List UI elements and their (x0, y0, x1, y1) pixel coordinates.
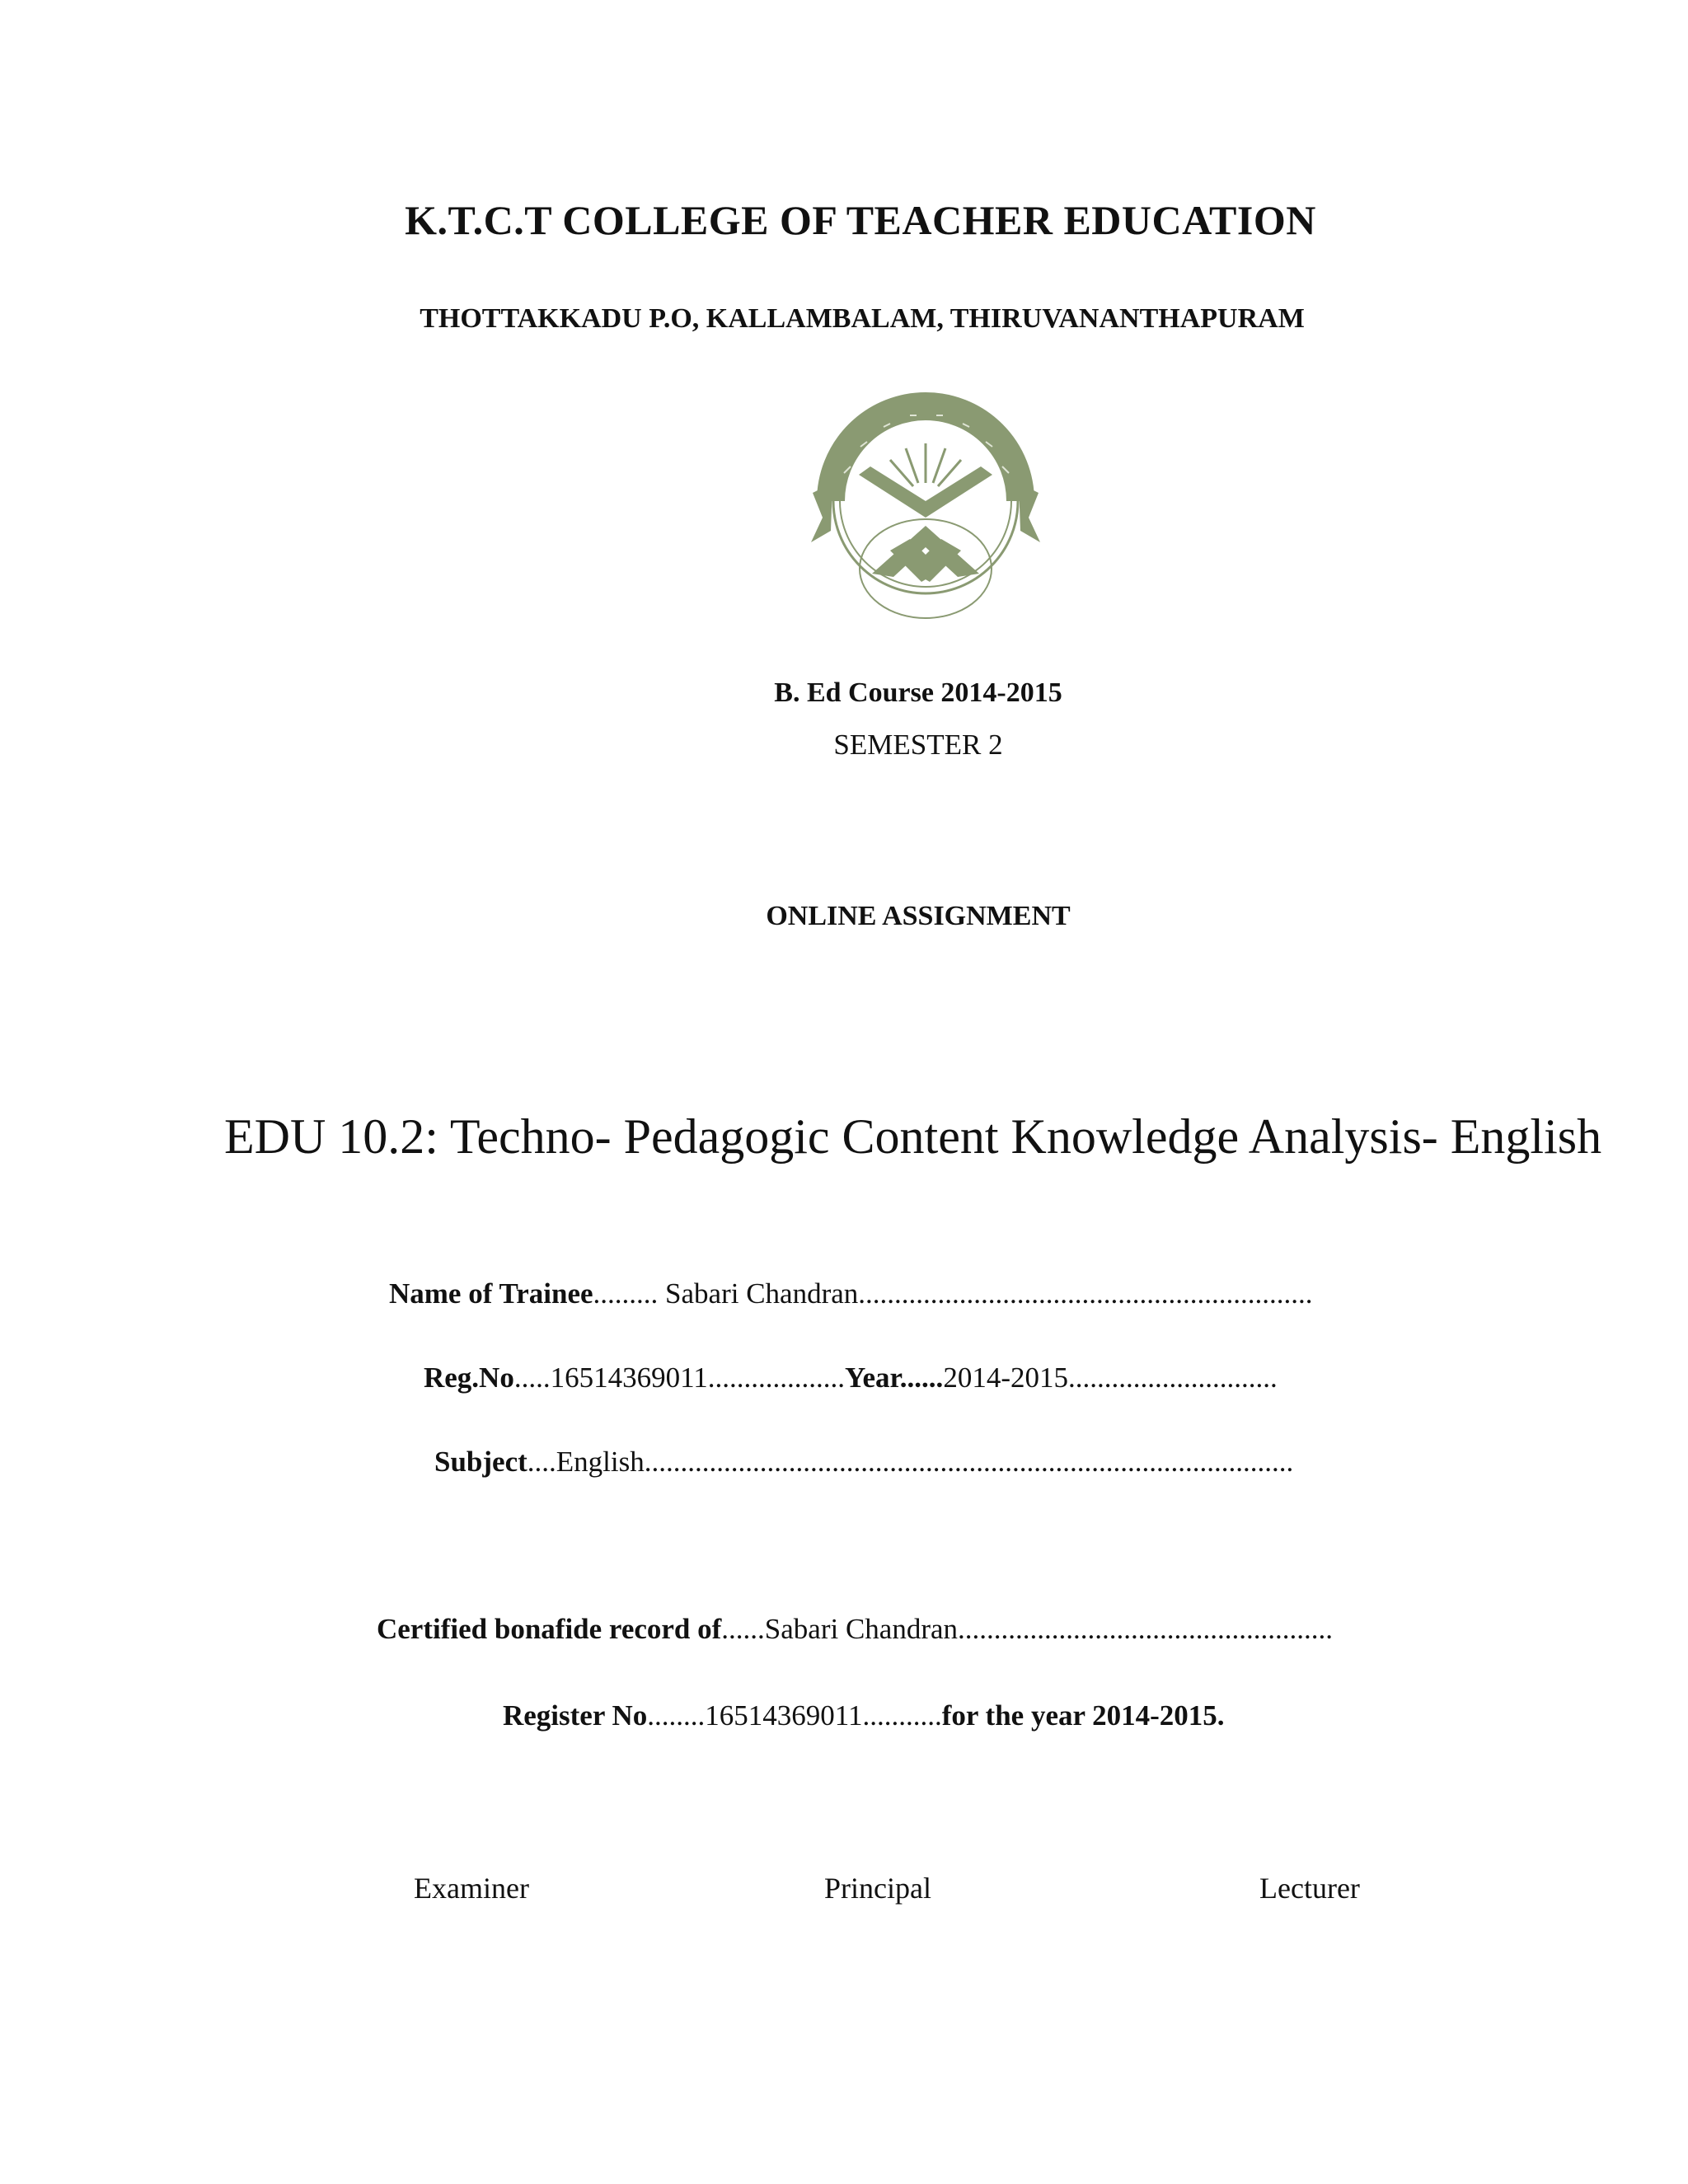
certification-year: for the year 2014-2015. (941, 1699, 1225, 1732)
register-no-value: ........16514369011........... (647, 1699, 942, 1732)
subject-value: ....English.......................................................................................... (527, 1446, 1294, 1478)
examiner-signature-label: Examiner (414, 1872, 529, 1905)
course-title: B. Ed Course 2014-2015 (774, 677, 1062, 708)
year-label: Year...... (845, 1361, 944, 1394)
semester-label: SEMESTER 2 (833, 729, 1003, 761)
lecturer-signature-label: Lecturer (1259, 1872, 1360, 1905)
certification-row (377, 1613, 1333, 1646)
register-row (503, 1699, 1225, 1732)
college-emblem-icon (811, 377, 1040, 641)
register-no-label: Register No (503, 1699, 648, 1732)
subject-label: Subject (434, 1446, 528, 1478)
college-name: K.T.C.T COLLEGE OF TEACHER EDUCATION (405, 197, 1316, 243)
college-address: THOTTAKKADU P.O, KALLAMBALAM, THIRUVANANTHAPURAM (420, 303, 1305, 334)
certification-label: Certified bonafide record of (377, 1613, 722, 1645)
trainee-name-row (389, 1277, 1313, 1310)
reg-year-row (424, 1361, 1278, 1394)
reg-no-label: Reg.No (424, 1361, 514, 1394)
reg-no-value: .....16514369011................... (513, 1361, 846, 1394)
trainee-name-value: ......... Sabari Chandran............................................................... (593, 1277, 1313, 1310)
certification-value: ......Sabari Chandran.................................................... (721, 1613, 1334, 1645)
paper-title: EDU 10.2: Techno- Pedagogic Content Knowledge Analysis- English (224, 1109, 1602, 1164)
subject-row (434, 1446, 1293, 1479)
assignment-type: ONLINE ASSIGNMENT (766, 901, 1071, 931)
principal-signature-label: Principal (824, 1872, 931, 1905)
year-value: 2014-2015............................. (943, 1361, 1278, 1394)
trainee-name-label: Name of Trainee (389, 1277, 593, 1310)
